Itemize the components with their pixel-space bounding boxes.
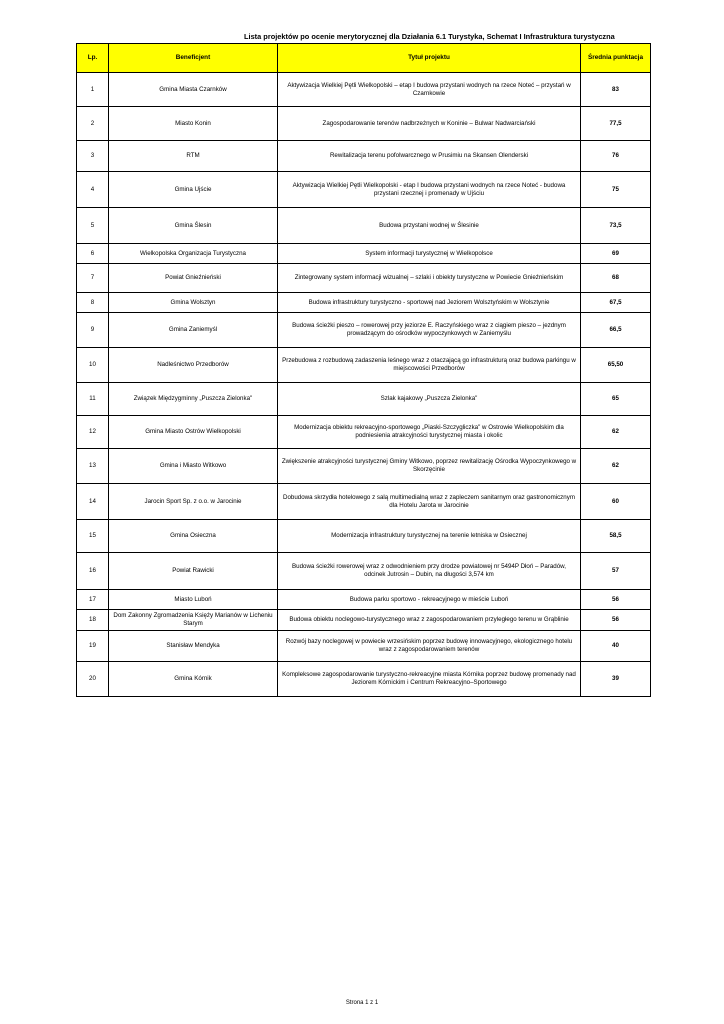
cell-beneficjent: Gmina i Miasto Witkowo (109, 449, 278, 484)
cell-tytul: Modernizacja infrastruktury turystycznej na terenie letniska w Osiecznej (278, 520, 581, 553)
cell-punktacja: 77,5 (581, 107, 651, 141)
table-row (77, 449, 651, 484)
cell-punktacja: 83 (581, 73, 651, 107)
cell-lp: 2 (77, 107, 109, 141)
cell-lp: 10 (77, 348, 109, 383)
cell-beneficjent: Stanisław Mendyka (109, 631, 278, 662)
cell-lp: 15 (77, 520, 109, 553)
cell-tytul: Zwiększenie atrakcyjności turystycznej Gminy Witkowo, poprzez rewitalizację Ośrodka Wypoczynkowego w Skorzęcinie (278, 449, 581, 484)
table-row (77, 107, 651, 141)
cell-punktacja: 67,5 (581, 293, 651, 313)
cell-beneficjent: Miasto Luboń (109, 590, 278, 610)
cell-lp: 7 (77, 264, 109, 293)
cell-punktacja: 69 (581, 244, 651, 264)
cell-lp: 12 (77, 416, 109, 449)
cell-lp: 19 (77, 631, 109, 662)
cell-tytul: Rewitalizacja terenu pofolwarcznego w Prusimiu na Skansen Olenderski (278, 141, 581, 172)
cell-lp: 20 (77, 662, 109, 697)
cell-lp: 5 (77, 208, 109, 244)
cell-punktacja: 39 (581, 662, 651, 697)
cell-beneficjent: Gmina Osieczna (109, 520, 278, 553)
cell-punktacja: 65,50 (581, 348, 651, 383)
document-title: Lista projektów po ocenie merytorycznej dla Działania 6.1 Turystyka, Schemat I Infrastruktura turystyczna (244, 32, 615, 41)
cell-tytul: Aktywizacja Wielkiej Pętli Wielkopolski - etap I budowa przystani wodnych na rzece Noteć - budowa przystani rzecznej i promenady w Ujściu (278, 172, 581, 208)
cell-lp: 14 (77, 484, 109, 520)
page-footer: Strona 1 z 1 (345, 1000, 379, 1006)
table-row (77, 141, 651, 172)
table-row (77, 73, 651, 107)
header-beneficjent: Beneficjent (109, 44, 278, 73)
cell-beneficjent: Wielkopolska Organizacja Turystyczna (109, 244, 278, 264)
cell-punktacja: 57 (581, 553, 651, 590)
cell-beneficjent: Powiat Rawicki (109, 553, 278, 590)
cell-lp: 1 (77, 73, 109, 107)
cell-lp: 9 (77, 313, 109, 348)
cell-lp: 16 (77, 553, 109, 590)
table-row (77, 520, 651, 553)
cell-beneficjent: Nadleśnictwo Przedborów (109, 348, 278, 383)
cell-punktacja: 76 (581, 141, 651, 172)
cell-tytul: Rozwój bazy noclegowej w powiecie wrzesińskim poprzez budowę innowacyjnego, ekologicznego hotelu wraz z zagospodarowaniem terenów (278, 631, 581, 662)
cell-tytul: Budowa obiektu noclegowo-turystycznego wraz z zagospodarowaniem przyległego terenu w Grąblinie (278, 610, 581, 631)
cell-punktacja: 75 (581, 172, 651, 208)
cell-punktacja: 62 (581, 416, 651, 449)
cell-beneficjent: Gmina Zaniemyśl (109, 313, 278, 348)
cell-beneficjent: Gmina Miasto Ostrów Wielkopolski (109, 416, 278, 449)
cell-beneficjent: Miasto Konin (109, 107, 278, 141)
cell-beneficjent: Jarocin Sport Sp. z o.o. w Jarocinie (109, 484, 278, 520)
table-row (77, 313, 651, 348)
cell-lp: 4 (77, 172, 109, 208)
cell-beneficjent: Dom Zakonny Zgromadzenia Księży Marianów w Licheniu Starym (109, 610, 278, 631)
cell-tytul: Budowa infrastruktury turystyczno - sportowej nad Jeziorem Wolsztyńskim w Wolsztynie (278, 293, 581, 313)
cell-punktacja: 56 (581, 610, 651, 631)
cell-lp: 11 (77, 383, 109, 416)
cell-tytul: Budowa ścieżki rowerowej wraz z odwodnieniem przy drodze powiatowej nr 5494P Dłoń – Paradów, odcinek Jutrosin – Dubin, na długości 3,574 km (278, 553, 581, 590)
cell-punktacja: 40 (581, 631, 651, 662)
cell-punktacja: 60 (581, 484, 651, 520)
table-row (77, 293, 651, 313)
cell-tytul: Budowa parku sportowo - rekreacyjnego w mieście Luboń (278, 590, 581, 610)
table-row (77, 244, 651, 264)
cell-beneficjent: Gmina Ślesin (109, 208, 278, 244)
table-row (77, 662, 651, 697)
table-row (77, 348, 651, 383)
header-punktacja: Średnia punktacja (581, 44, 651, 73)
cell-beneficjent: Gmina Miasta Czarnków (109, 73, 278, 107)
table-header-row (77, 44, 651, 73)
header-lp: Lp. (77, 44, 109, 73)
cell-tytul: Modernizacja obiektu rekreacyjno-sportowego „Piaski-Szczygliczka" w Ostrowie Wielkopolskim dla podniesienia atrakcyjności turystycznej miasta i okolic (278, 416, 581, 449)
cell-tytul: Zintegrowany system informacji wizualnej – szlaki i obiekty turystyczne w Powiecie Gnieźnieńskim (278, 264, 581, 293)
cell-lp: 8 (77, 293, 109, 313)
cell-beneficjent: Gmina Wolsztyn (109, 293, 278, 313)
cell-beneficjent: Gmina Ujście (109, 172, 278, 208)
cell-lp: 6 (77, 244, 109, 264)
cell-punktacja: 56 (581, 590, 651, 610)
cell-tytul: System informacji turystycznej w Wielkopolsce (278, 244, 581, 264)
cell-tytul: Zagospodarowanie terenów nadbrzeżnych w Koninie – Bulwar Nadwarciański (278, 107, 581, 141)
cell-beneficjent: RTM (109, 141, 278, 172)
cell-lp: 3 (77, 141, 109, 172)
cell-tytul: Dobudowa skrzydła hotelowego z salą multimedialną wraz z zapleczem sanitarnym oraz gastronomicznym dla Hotelu Jarota w Jarocinie (278, 484, 581, 520)
cell-lp: 17 (77, 590, 109, 610)
cell-beneficjent: Związek Międzygminny „Puszcza Zielonka" (109, 383, 278, 416)
table-row (77, 383, 651, 416)
cell-tytul: Budowa ścieżki pieszo – rowerowej przy jeziorze E. Raczyńskiego wraz z ciągiem pieszo – jezdnym prowadzącym do ośrodków wypoczynkowych w Zaniemyślu (278, 313, 581, 348)
cell-punktacja: 68 (581, 264, 651, 293)
projects-table (76, 43, 651, 697)
cell-tytul: Szlak kajakowy „Puszcza Zielonka" (278, 383, 581, 416)
cell-beneficjent: Gmina Kórnik (109, 662, 278, 697)
table-row (77, 264, 651, 293)
cell-lp: 13 (77, 449, 109, 484)
table-row (77, 590, 651, 610)
cell-punktacja: 73,5 (581, 208, 651, 244)
table-row (77, 631, 651, 662)
table-row (77, 553, 651, 590)
cell-lp: 18 (77, 610, 109, 631)
cell-punktacja: 65 (581, 383, 651, 416)
table-row (77, 484, 651, 520)
table-row (77, 416, 651, 449)
header-tytul: Tytuł projektu (278, 44, 581, 73)
table-row (77, 172, 651, 208)
cell-tytul: Budowa przystani wodnej w Ślesinie (278, 208, 581, 244)
table-row (77, 208, 651, 244)
cell-tytul: Aktywizacja Wielkiej Pętli Wielkopolski – etap I budowa przystani wodnych na rzece Noteć – przystań w Czarnkowie (278, 73, 581, 107)
cell-tytul: Kompleksowe zagospodarowanie turystyczno-rekreacyjne miasta Kórnika poprzez budowę promenady nad Jeziorem Kórnickim i Centrum Rekreacyjno–Sportowego (278, 662, 581, 697)
cell-tytul: Przebudowa z rozbudową zadaszenia leśnego wraz z otaczającą go infrastrukturą oraz budowa parkingu w miejscowości Przedborów (278, 348, 581, 383)
cell-beneficjent: Powiat Gnieźnieński (109, 264, 278, 293)
cell-punktacja: 62 (581, 449, 651, 484)
cell-punktacja: 58,5 (581, 520, 651, 553)
cell-punktacja: 66,5 (581, 313, 651, 348)
table-row (77, 610, 651, 631)
